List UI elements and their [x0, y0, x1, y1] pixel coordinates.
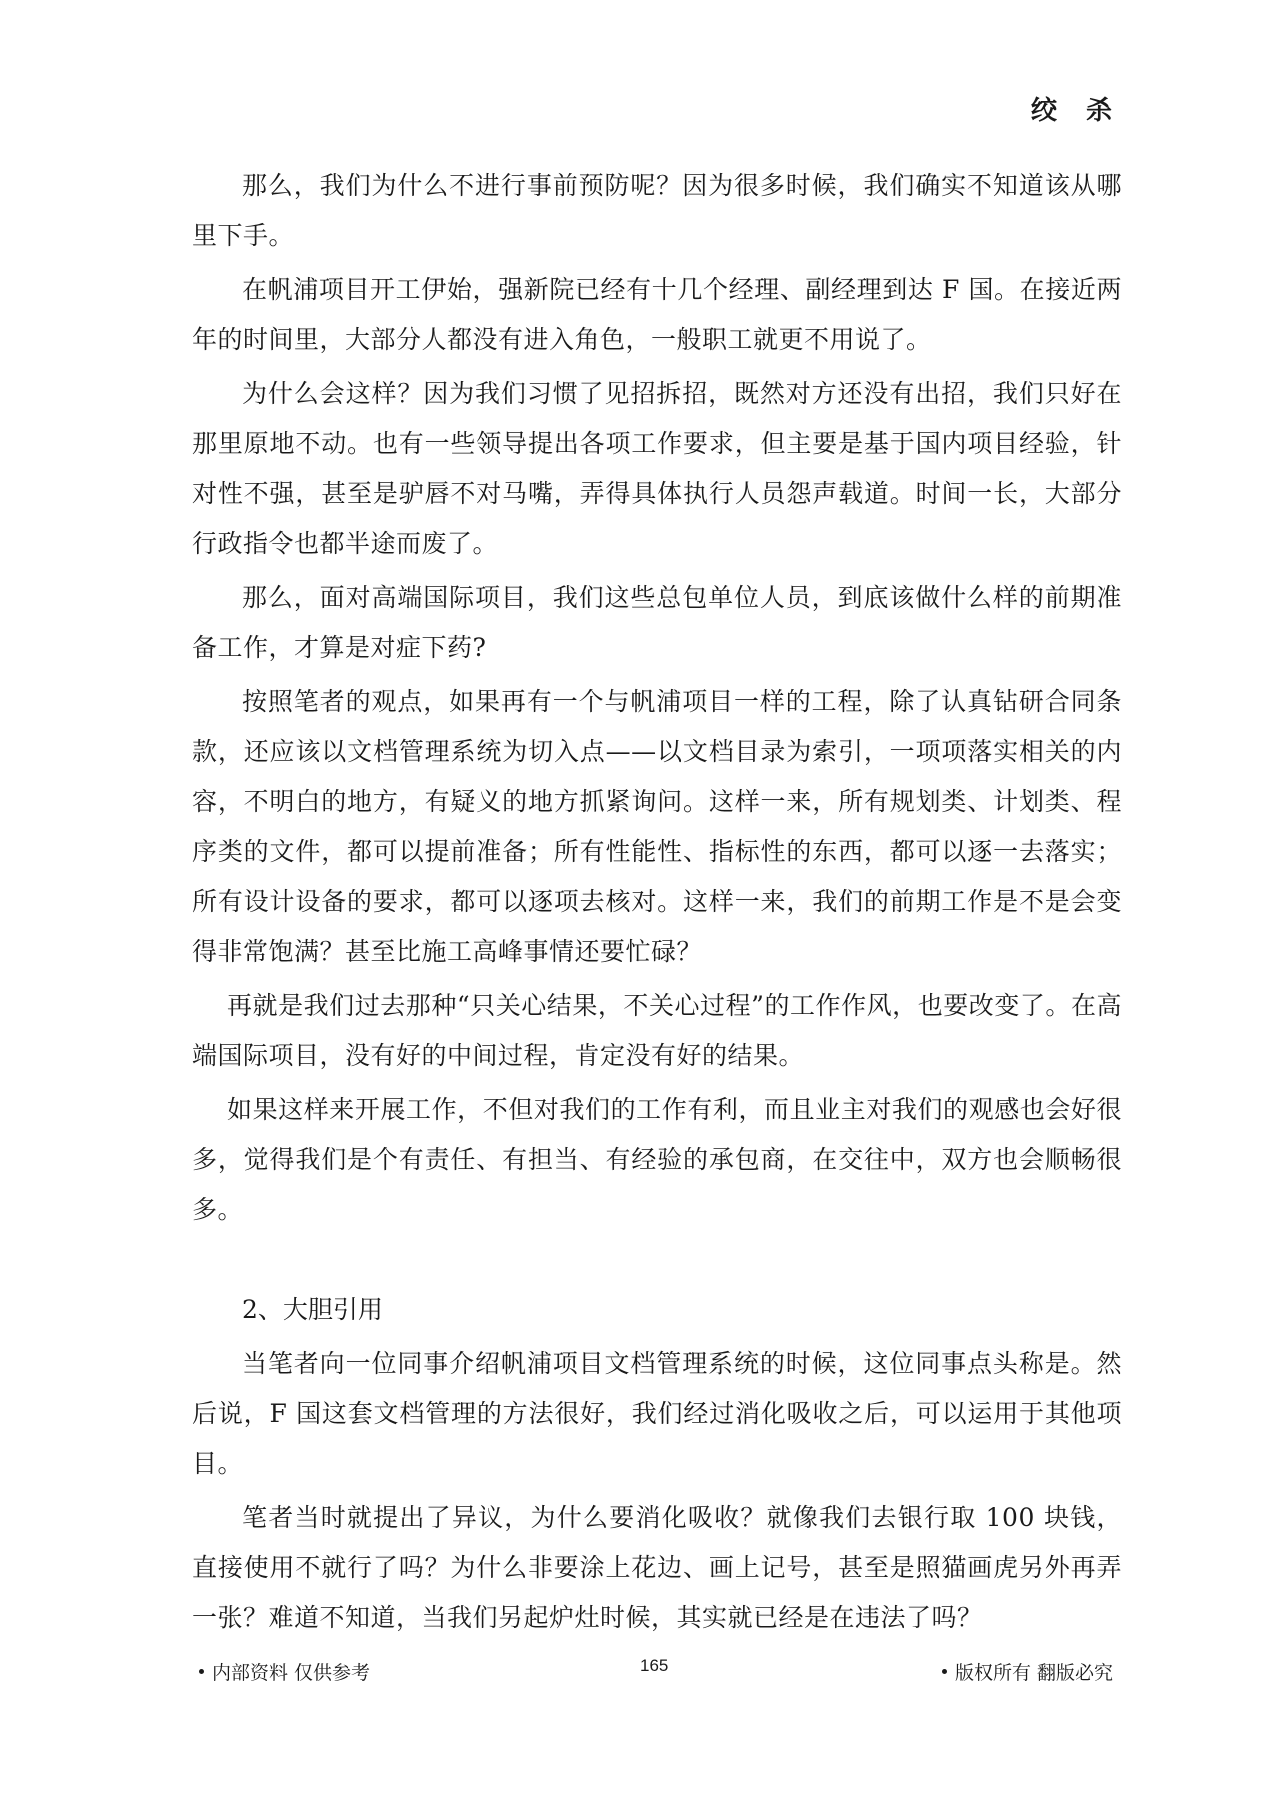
- footer-right-note: [942, 1658, 1113, 1685]
- page-number: 165: [640, 1656, 669, 1675]
- section-heading: 2、大胆引用: [242, 1295, 383, 1324]
- running-header-title: 绞 杀: [1030, 96, 1122, 126]
- body-paragraph: 笔者当时就提出了异议，为什么要消化吸收？就像我们去银行取 100 块钱，直接使用不就行了吗？为什么非要涂上花边、画上记号，甚至是照猫画虎另外再弄一张？难道不知道，当我们另起炉灶时候，其实就已经是在违法了吗？: [192, 1503, 1122, 1632]
- body-paragraph: 按照笔者的观点，如果再有一个与帆浦项目一样的工程，除了认真钻研合同条款，还应该以文档管理系统为切入点——以文档目录为索引，一项项落实相关的内容，不明白的地方，有疑义的地方抓紧询问。这样一来，所有规划类、计划类、程序类的文件，都可以提前准备；所有性能性、指标性的东西，都可以逐一去落实；所有设计设备的要求，都可以逐项去核对。这样一来，我们的前期工作是不是会变得非常饱满？甚至比施工高峰事情还要忙碌？: [192, 687, 1122, 966]
- footer-right-text: 版权所有 翻版必究: [954, 1662, 1113, 1684]
- body-paragraph: 当笔者向一位同事介绍帆浦项目文档管理系统的时候，这位同事点头称是。然后说，F 国这套文档管理的方法很好，我们经过消化吸收之后，可以运用于其他项目。: [192, 1349, 1122, 1478]
- page-body: [192, 161, 1122, 1647]
- footer-left-note: [199, 1658, 370, 1685]
- footer-left-text: 内部资料 仅供参考: [212, 1662, 371, 1684]
- body-paragraph: 再就是我们过去那种“只关心结果，不关心过程”的工作作风，也要改变了。在高端国际项目，没有好的中间过程，肯定没有好的结果。: [192, 991, 1122, 1070]
- bullet-icon: [942, 1669, 947, 1674]
- body-paragraph: 那么，面对高端国际项目，我们这些总包单位人员，到底该做什么样的前期准备工作，才算是对症下药?: [192, 583, 1122, 662]
- bullet-icon: [199, 1669, 204, 1674]
- body-paragraph: 在帆浦项目开工伊始，强新院已经有十几个经理、副经理到达 F 国。在接近两年的时间里，大部分人都没有进入角色，一般职工就更不用说了。: [192, 275, 1122, 354]
- body-paragraph: 如果这样来开展工作，不但对我们的工作有利，而且业主对我们的观感也会好很多，觉得我们是个有责任、有担当、有经验的承包商，在交往中，双方也会顺畅很多。: [192, 1095, 1122, 1224]
- body-paragraph: 那么，我们为什么不进行事前预防呢？因为很多时候，我们确实不知道该从哪里下手。: [192, 171, 1122, 250]
- body-paragraph: 为什么会这样？因为我们习惯了见招拆招，既然对方还没有出招，我们只好在那里原地不动。也有一些领导提出各项工作要求，但主要是基于国内项目经验，针对性不强，甚至是驴唇不对马嘴，弄得具体执行人员怨声载道。时间一长，大部分行政指令也都半途而废了。: [192, 379, 1122, 558]
